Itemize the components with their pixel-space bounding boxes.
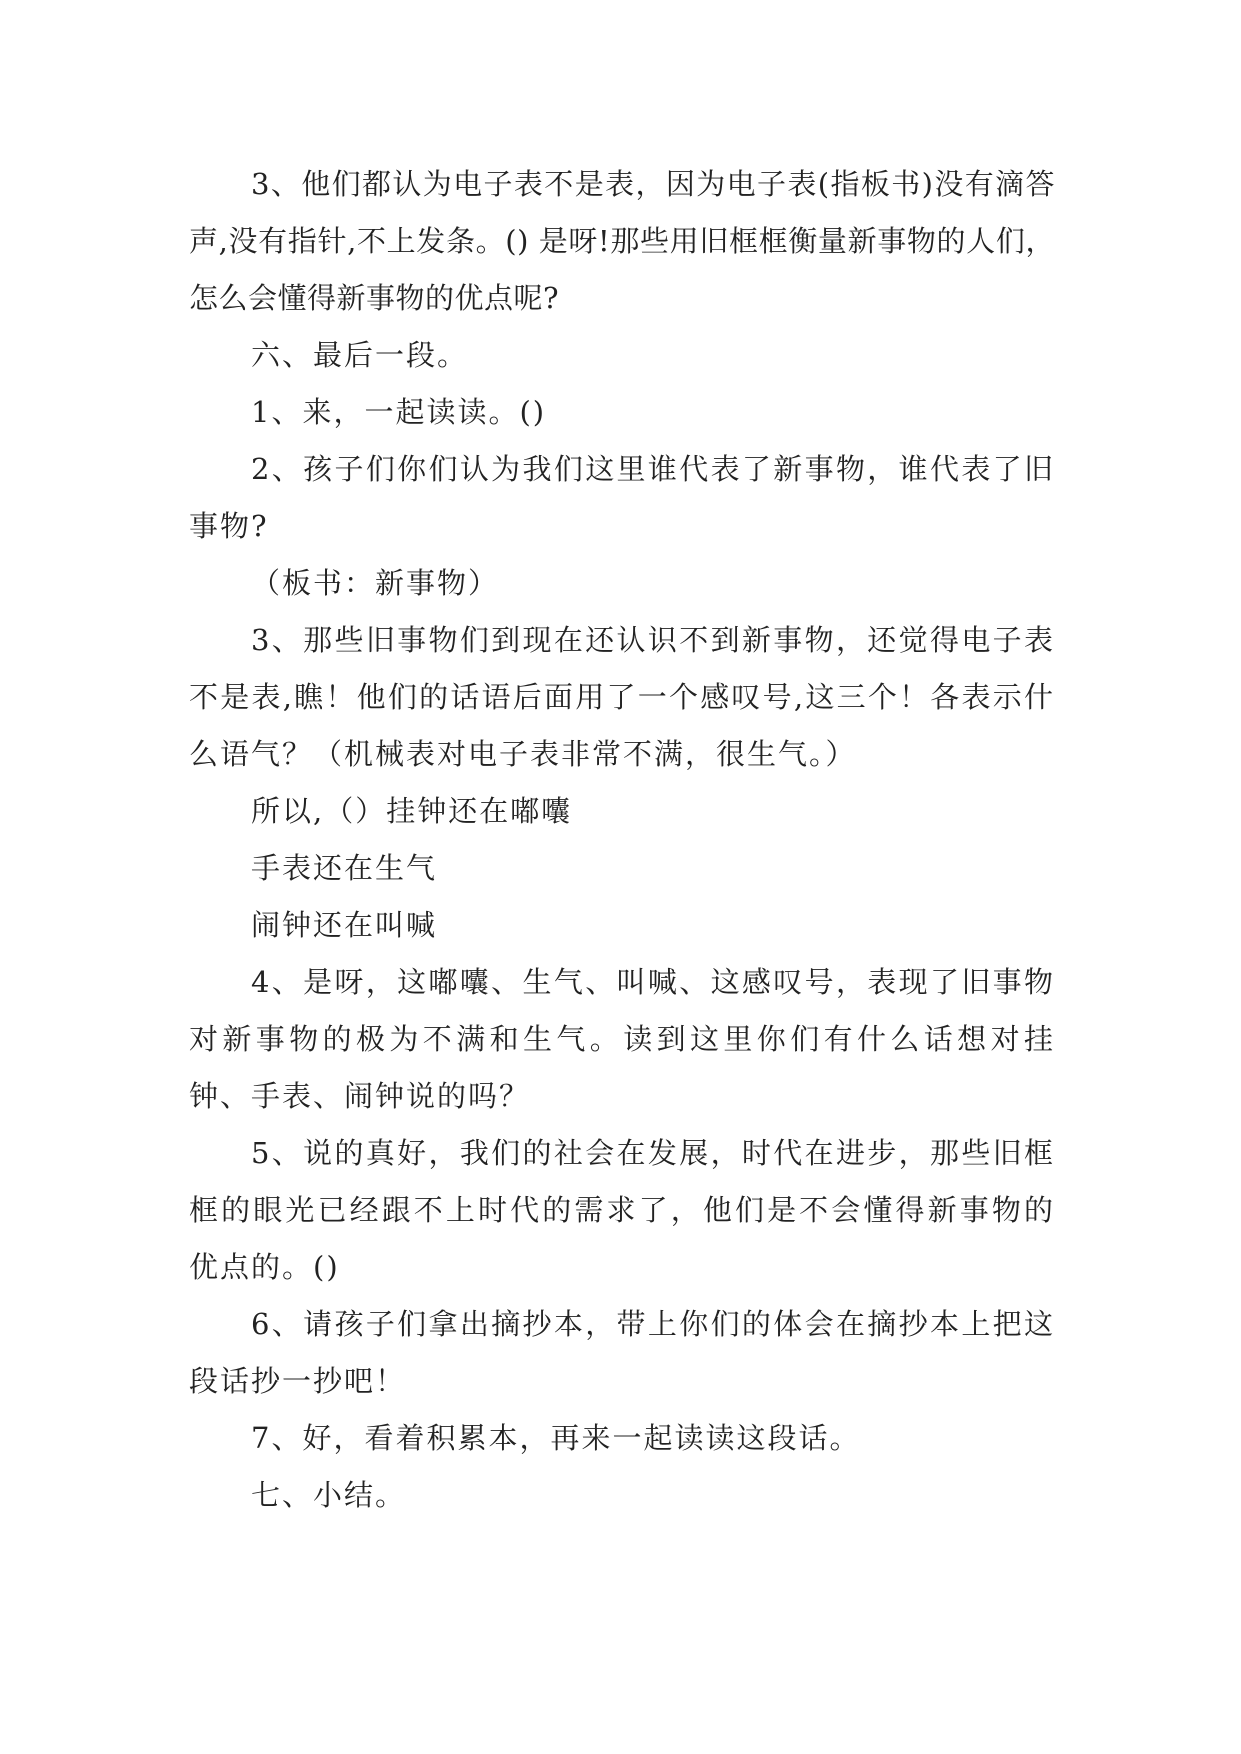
paragraph-step-7: 7、好，看着积累本，再来一起读读这段话。 [251,1421,861,1455]
paragraph-step-6: 6、请孩子们拿出摘抄本，带上你们的体会在摘抄本上把这段话抄一抄吧！ [189,1307,1055,1398]
paragraph-step-5: 5、说的真好，我们的社会在发展，时代在进步，那些旧框框的眼光已经跟不上时代的需求了，他们是不会懂得新事物的优点的。() [189,1136,1055,1284]
paragraph-clock-mumbling: 所以,（）挂钟还在嘟囔 [251,794,573,828]
section-heading-six: 六、最后一段。 [251,338,469,372]
paragraph-step-1-read: 1、来，一起读读。() [251,395,547,429]
paragraph-step-3-electronic-watch: 3、他们都认为电子表不是表，因为电子表(指板书)没有滴答声,没有指针,不上发条。() 是呀!那些用旧框框衡量新事物的人们，怎么会懂得新事物的优点呢? [189,167,1055,315]
document-body [189,156,1055,1524]
paragraph-step-3-old-things: 3、那些旧事物们到现在还认识不到新事物，还觉得电子表不是表,瞧！他们的话语后面用了一个感叹号,这三个！各表示什么语气？（机械表对电子表非常不满，很生气。） [189,623,1055,771]
paragraph-alarm-shouting: 闹钟还在叫喊 [251,908,438,942]
paragraph-board-note: （板书：新事物） [251,566,500,600]
paragraph-watch-angry: 手表还在生气 [251,851,438,885]
paragraph-step-2-question: 2、孩子们你们认为我们这里谁代表了新事物，谁代表了旧事物? [189,452,1055,543]
paragraph-step-4: 4、是呀，这嘟囔、生气、叫喊、这感叹号，表现了旧事物对新事物的极为不满和生气。读到这里你们有什么话想对挂钟、手表、闹钟说的吗？ [189,965,1055,1113]
section-heading-seven: 七、小结。 [251,1478,407,1512]
